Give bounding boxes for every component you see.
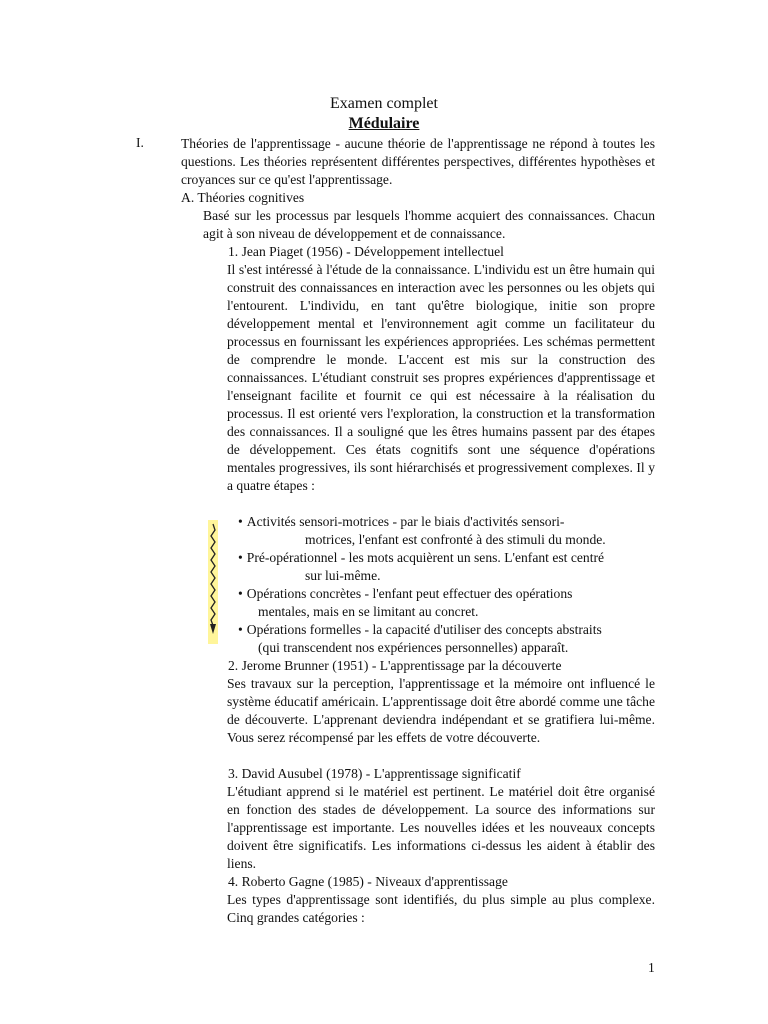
bullet-dot-icon: • [238, 514, 243, 529]
bullet-2-first-line: Pré-opérationnel - les mots acquièrent un sens. L'enfant est centré [246, 550, 605, 565]
document-title: Examen complet [330, 95, 438, 112]
bullet-dot-icon: • [238, 586, 243, 601]
item-4-text: Les types d'apprentissage sont identifiés, du plus simple au plus complexe. Cinq grandes catégories : [227, 892, 655, 925]
item-2-heading: 2. Jerome Brunner (1951) - L'apprentissage par la découverte [228, 658, 562, 673]
document-subtitle: Médulaire [348, 115, 420, 132]
bullet-item-1 [238, 513, 655, 531]
bullet-4-first-line: Opérations formelles - la capacité d'utiliser des concepts abstraits [246, 622, 602, 637]
section-intro: Théories de l'apprentissage - aucune théorie de l'apprentissage ne répond à toutes les questions. Les théories représentent différentes perspectives, différentes hypothèses et croyances sur ce qu'est l'apprentissage. [181, 136, 655, 187]
section-number: I. [136, 135, 144, 150]
bullet-2-continuation: sur lui-même. [305, 568, 381, 583]
item-3-text: L'étudiant apprend si le matériel est pertinent. Le matériel doit être organisé en fonction des stades de développement. La source des informations sur l'apprentissage est importante. Les nouvelles idées et les nouveaux concepts doivent être significatifs. Les informations ci-dessus les aident à établir des liens. [227, 784, 655, 871]
item-2-text: Ses travaux sur la perception, l'apprentissage et la mémoire ont influencé le système éducatif américain. L'apprentissage doit être abordé comme une tâche de découverte. L'apprenant deviendra indépendant et se gratifiera lui-même. Vous serez récompensé par les effets de votre découverte. [227, 676, 655, 745]
item-1-heading: 1. Jean Piaget (1956) - Développement intellectuel [228, 244, 504, 259]
bullet-4-continuation: (qui transcendent nos expériences personnelles) apparaît. [258, 640, 569, 655]
item-3-heading: 3. David Ausubel (1978) - L'apprentissage significatif [228, 766, 521, 781]
subsection-a-heading: A. Théories cognitives [181, 190, 305, 205]
subsection-a-intro: Basé sur les processus par lesquels l'homme acquiert des connaissances. Chacun agit à son niveau de développement et de connaissance. [203, 208, 655, 241]
page-number: 1 [648, 960, 655, 975]
bullet-dot-icon: • [238, 550, 243, 565]
item-1-text: Il s'est intéressé à l'étude de la connaissance. L'individu est un être humain qui construit des connaissances en interaction avec les personnes ou les objets qui l'entourent. L'individu, en tant qu'être biologique, initie son propre développement mental et l'environnement agit comme un facilitateur du processus en fournissant les expériences appropriées. Les schémas permettent de comprendre le monde. L'accent est mis sur la construction des connaissances. L'étudiant construit ses propres expériences d'apprentissage et l'enseignant facilite et fournit ce qui est nécessaire à la réalisation du processus. Il est orienté vers l'exploration, la construction et la transformation des connaissances. Il a souligné que les êtres humains passent par des étapes de développement. Ces états cognitifs sont une séquence d'opérations mentales progressives, ils sont hiérarchisés et progressivement complexes. Il y a quatre étapes : [227, 262, 655, 493]
bullet-3-continuation: mentales, mais en se limitant au concret. [258, 604, 479, 619]
bullet-item-2 [238, 549, 655, 567]
bullet-1-continuation: motrices, l'enfant est confronté à des stimuli du monde. [305, 532, 606, 547]
bullet-3-first-line: Opérations concrètes - l'enfant peut effectuer des opérations [246, 586, 573, 601]
item-4-heading: 4. Roberto Gagne (1985) - Niveaux d'apprentissage [228, 874, 508, 889]
highlight-marker-icon [206, 520, 220, 644]
bullet-dot-icon: • [238, 622, 243, 637]
bullet-item-4 [238, 621, 655, 639]
bullet-item-3 [238, 585, 655, 603]
bullet-1-first-line: Activités sensori-motrices - par le biais d'activités sensori- [246, 514, 565, 529]
